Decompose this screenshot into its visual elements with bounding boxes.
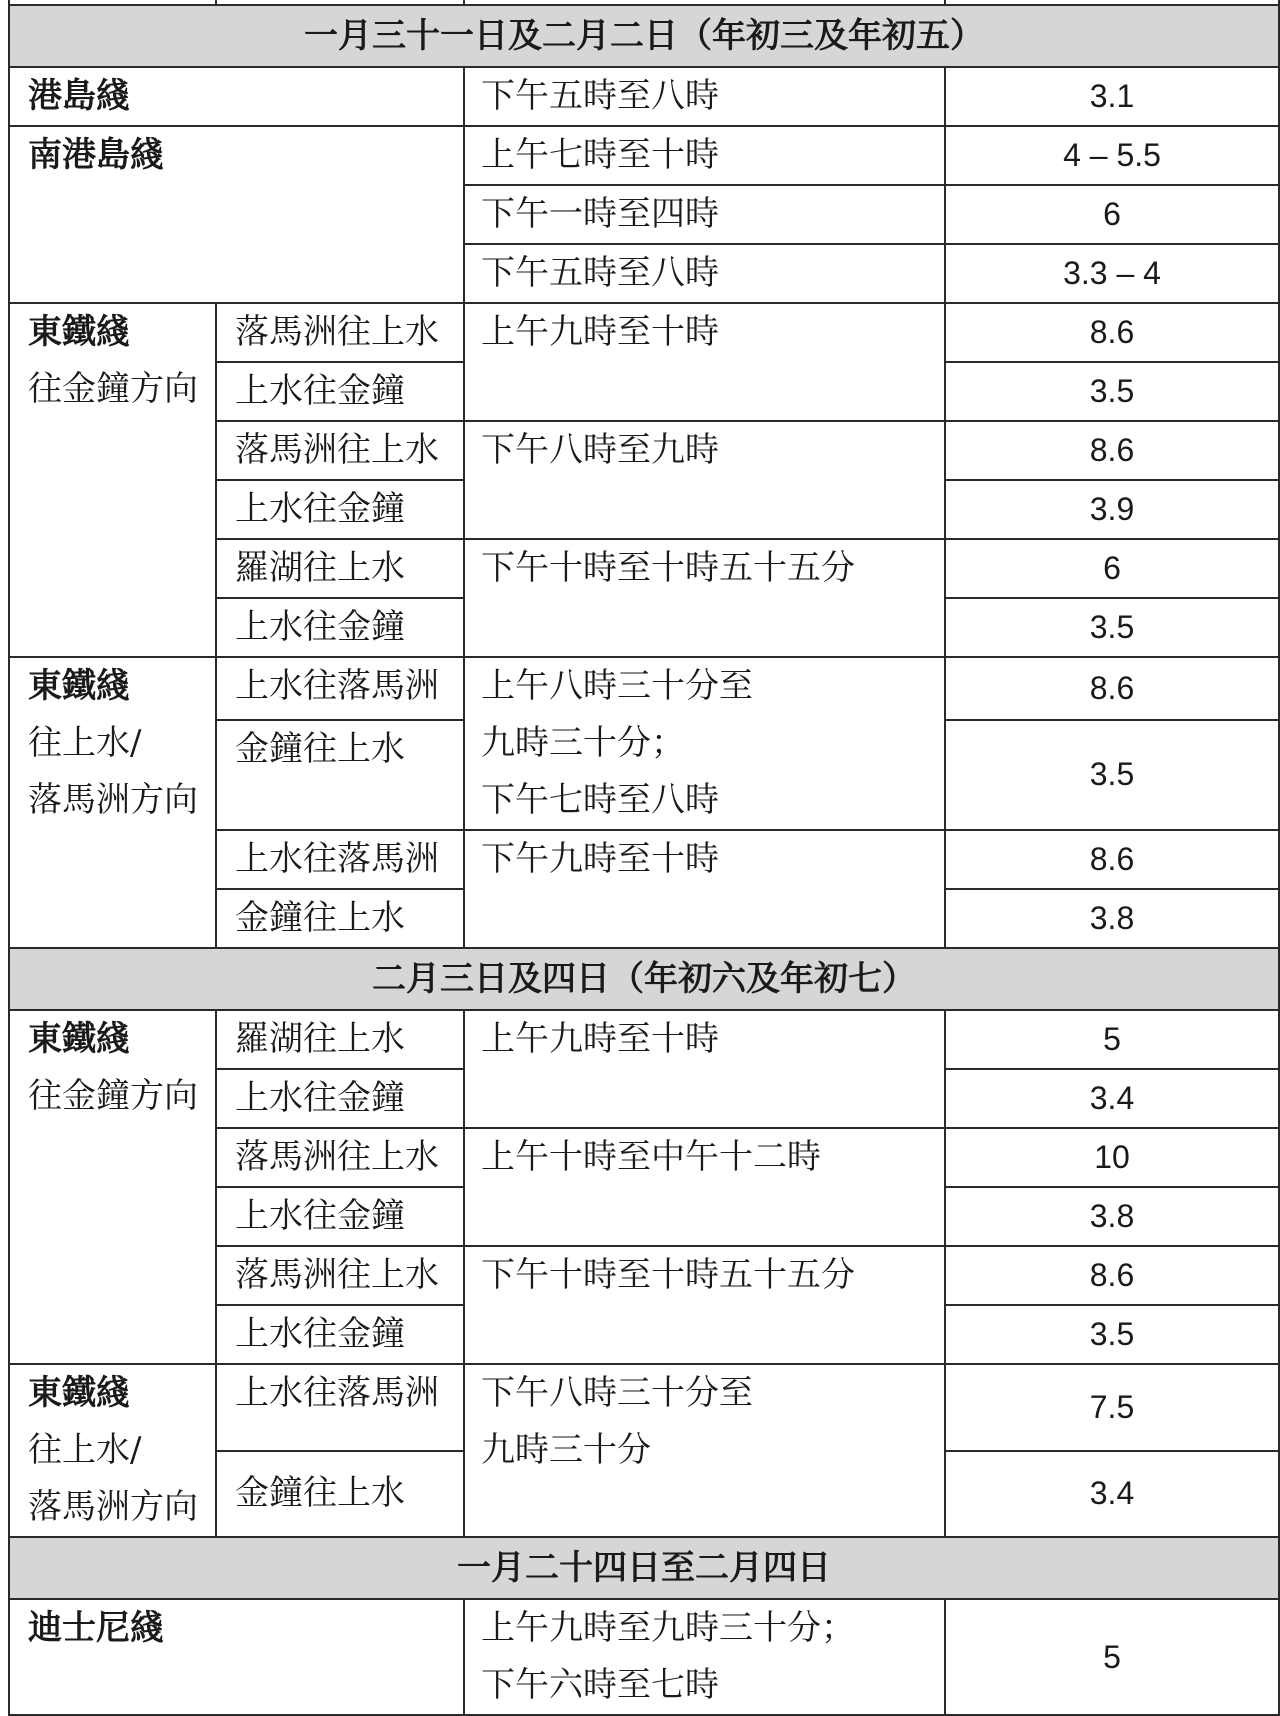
direction: 落馬洲往上水 (216, 303, 464, 362)
line-name: 南港島綫 (9, 126, 464, 303)
crowding-value: 5 (945, 1010, 1279, 1069)
line-name: 東鐵綫 (28, 1373, 130, 1413)
line-direction: 落馬洲方向 (28, 1487, 198, 1527)
time-period: 下午五時至八時 (464, 67, 945, 126)
direction: 金鐘往上水 (216, 889, 464, 948)
crowding-value: 8.6 (945, 1246, 1279, 1305)
crowding-value: 4 – 5.5 (945, 126, 1279, 185)
direction: 落馬洲往上水 (216, 421, 464, 480)
crowding-value: 3.4 (945, 1069, 1279, 1128)
line-direction: 往上水/ (28, 1430, 142, 1470)
crowding-value: 10 (945, 1128, 1279, 1187)
line-direction: 往金鐘方向 (28, 1076, 198, 1116)
time-period: 下午八時三十分至 九時三十分 (464, 1364, 945, 1537)
direction: 上水往金鐘 (216, 480, 464, 539)
direction: 上水往落馬洲 (216, 830, 464, 889)
line-name: 東鐵綫 (28, 312, 130, 352)
direction: 上水往落馬洲 (216, 1364, 464, 1451)
time-period: 上午九時至十時 (464, 303, 945, 421)
direction: 金鐘往上水 (216, 720, 464, 830)
crowding-value: 3.5 (945, 720, 1279, 830)
crowding-value: 3.9 (945, 480, 1279, 539)
direction: 落馬洲往上水 (216, 1128, 464, 1187)
time-period: 下午十時至十時五十五分 (464, 1246, 945, 1364)
direction: 羅湖往上水 (216, 539, 464, 598)
crowding-value: 3.8 (945, 889, 1279, 948)
crowding-value: 6 (945, 185, 1279, 244)
section-header: 一月三十一日及二月二日（年初三及年初五） (9, 5, 1279, 67)
direction: 上水往金鐘 (216, 1305, 464, 1364)
time-period: 上午九時至十時 (464, 1010, 945, 1128)
direction: 上水往落馬洲 (216, 657, 464, 720)
crowding-table (8, 0, 1280, 1716)
crowding-value: 3.5 (945, 1305, 1279, 1364)
time-period: 下午五時至八時 (464, 244, 945, 303)
section-header: 一月二十四日至二月四日 (9, 1537, 1279, 1599)
direction: 羅湖往上水 (216, 1010, 464, 1069)
line-name: 迪士尼綫 (9, 1599, 464, 1715)
direction: 金鐘往上水 (216, 1451, 464, 1538)
crowding-value: 6 (945, 539, 1279, 598)
direction: 上水往金鐘 (216, 598, 464, 657)
time-period: 下午八時至九時 (464, 421, 945, 539)
crowding-value: 3.5 (945, 362, 1279, 421)
crowding-value: 8.6 (945, 830, 1279, 889)
line-name: 東鐵綫 (28, 666, 130, 706)
direction: 上水往金鐘 (216, 1069, 464, 1128)
line-cell (9, 1364, 216, 1537)
time-period: 上午七時至十時 (464, 126, 945, 185)
crowding-value: 8.6 (945, 657, 1279, 720)
crowding-value: 3.5 (945, 598, 1279, 657)
section-header: 二月三日及四日（年初六及年初七） (9, 948, 1279, 1010)
crowding-value: 3.3 – 4 (945, 244, 1279, 303)
line-direction: 往上水/ (28, 723, 142, 763)
crowding-value: 5 (945, 1599, 1279, 1715)
crowding-value: 3.8 (945, 1187, 1279, 1246)
line-direction: 往金鐘方向 (28, 369, 198, 409)
time-period: 下午十時至十時五十五分 (464, 539, 945, 657)
crowding-value: 3.4 (945, 1451, 1279, 1538)
line-direction: 落馬洲方向 (28, 780, 198, 820)
crowding-value: 7.5 (945, 1364, 1279, 1451)
direction: 上水往金鐘 (216, 362, 464, 421)
crowding-value: 8.6 (945, 421, 1279, 480)
time-period: 上午八時三十分至 九時三十分； 下午七時至八時 (464, 657, 945, 830)
time-period: 下午九時至十時 (464, 830, 945, 948)
line-cell (9, 1010, 216, 1364)
time-period: 下午一時至四時 (464, 185, 945, 244)
line-cell (9, 657, 216, 948)
line-name: 東鐵綫 (28, 1019, 130, 1059)
direction: 上水往金鐘 (216, 1187, 464, 1246)
time-period: 上午十時至中午十二時 (464, 1128, 945, 1246)
line-name: 港島綫 (9, 67, 464, 126)
line-cell (9, 303, 216, 657)
crowding-value: 8.6 (945, 303, 1279, 362)
time-period: 上午九時至九時三十分； 下午六時至七時 (464, 1599, 945, 1715)
crowding-value: 3.1 (945, 67, 1279, 126)
direction: 落馬洲往上水 (216, 1246, 464, 1305)
